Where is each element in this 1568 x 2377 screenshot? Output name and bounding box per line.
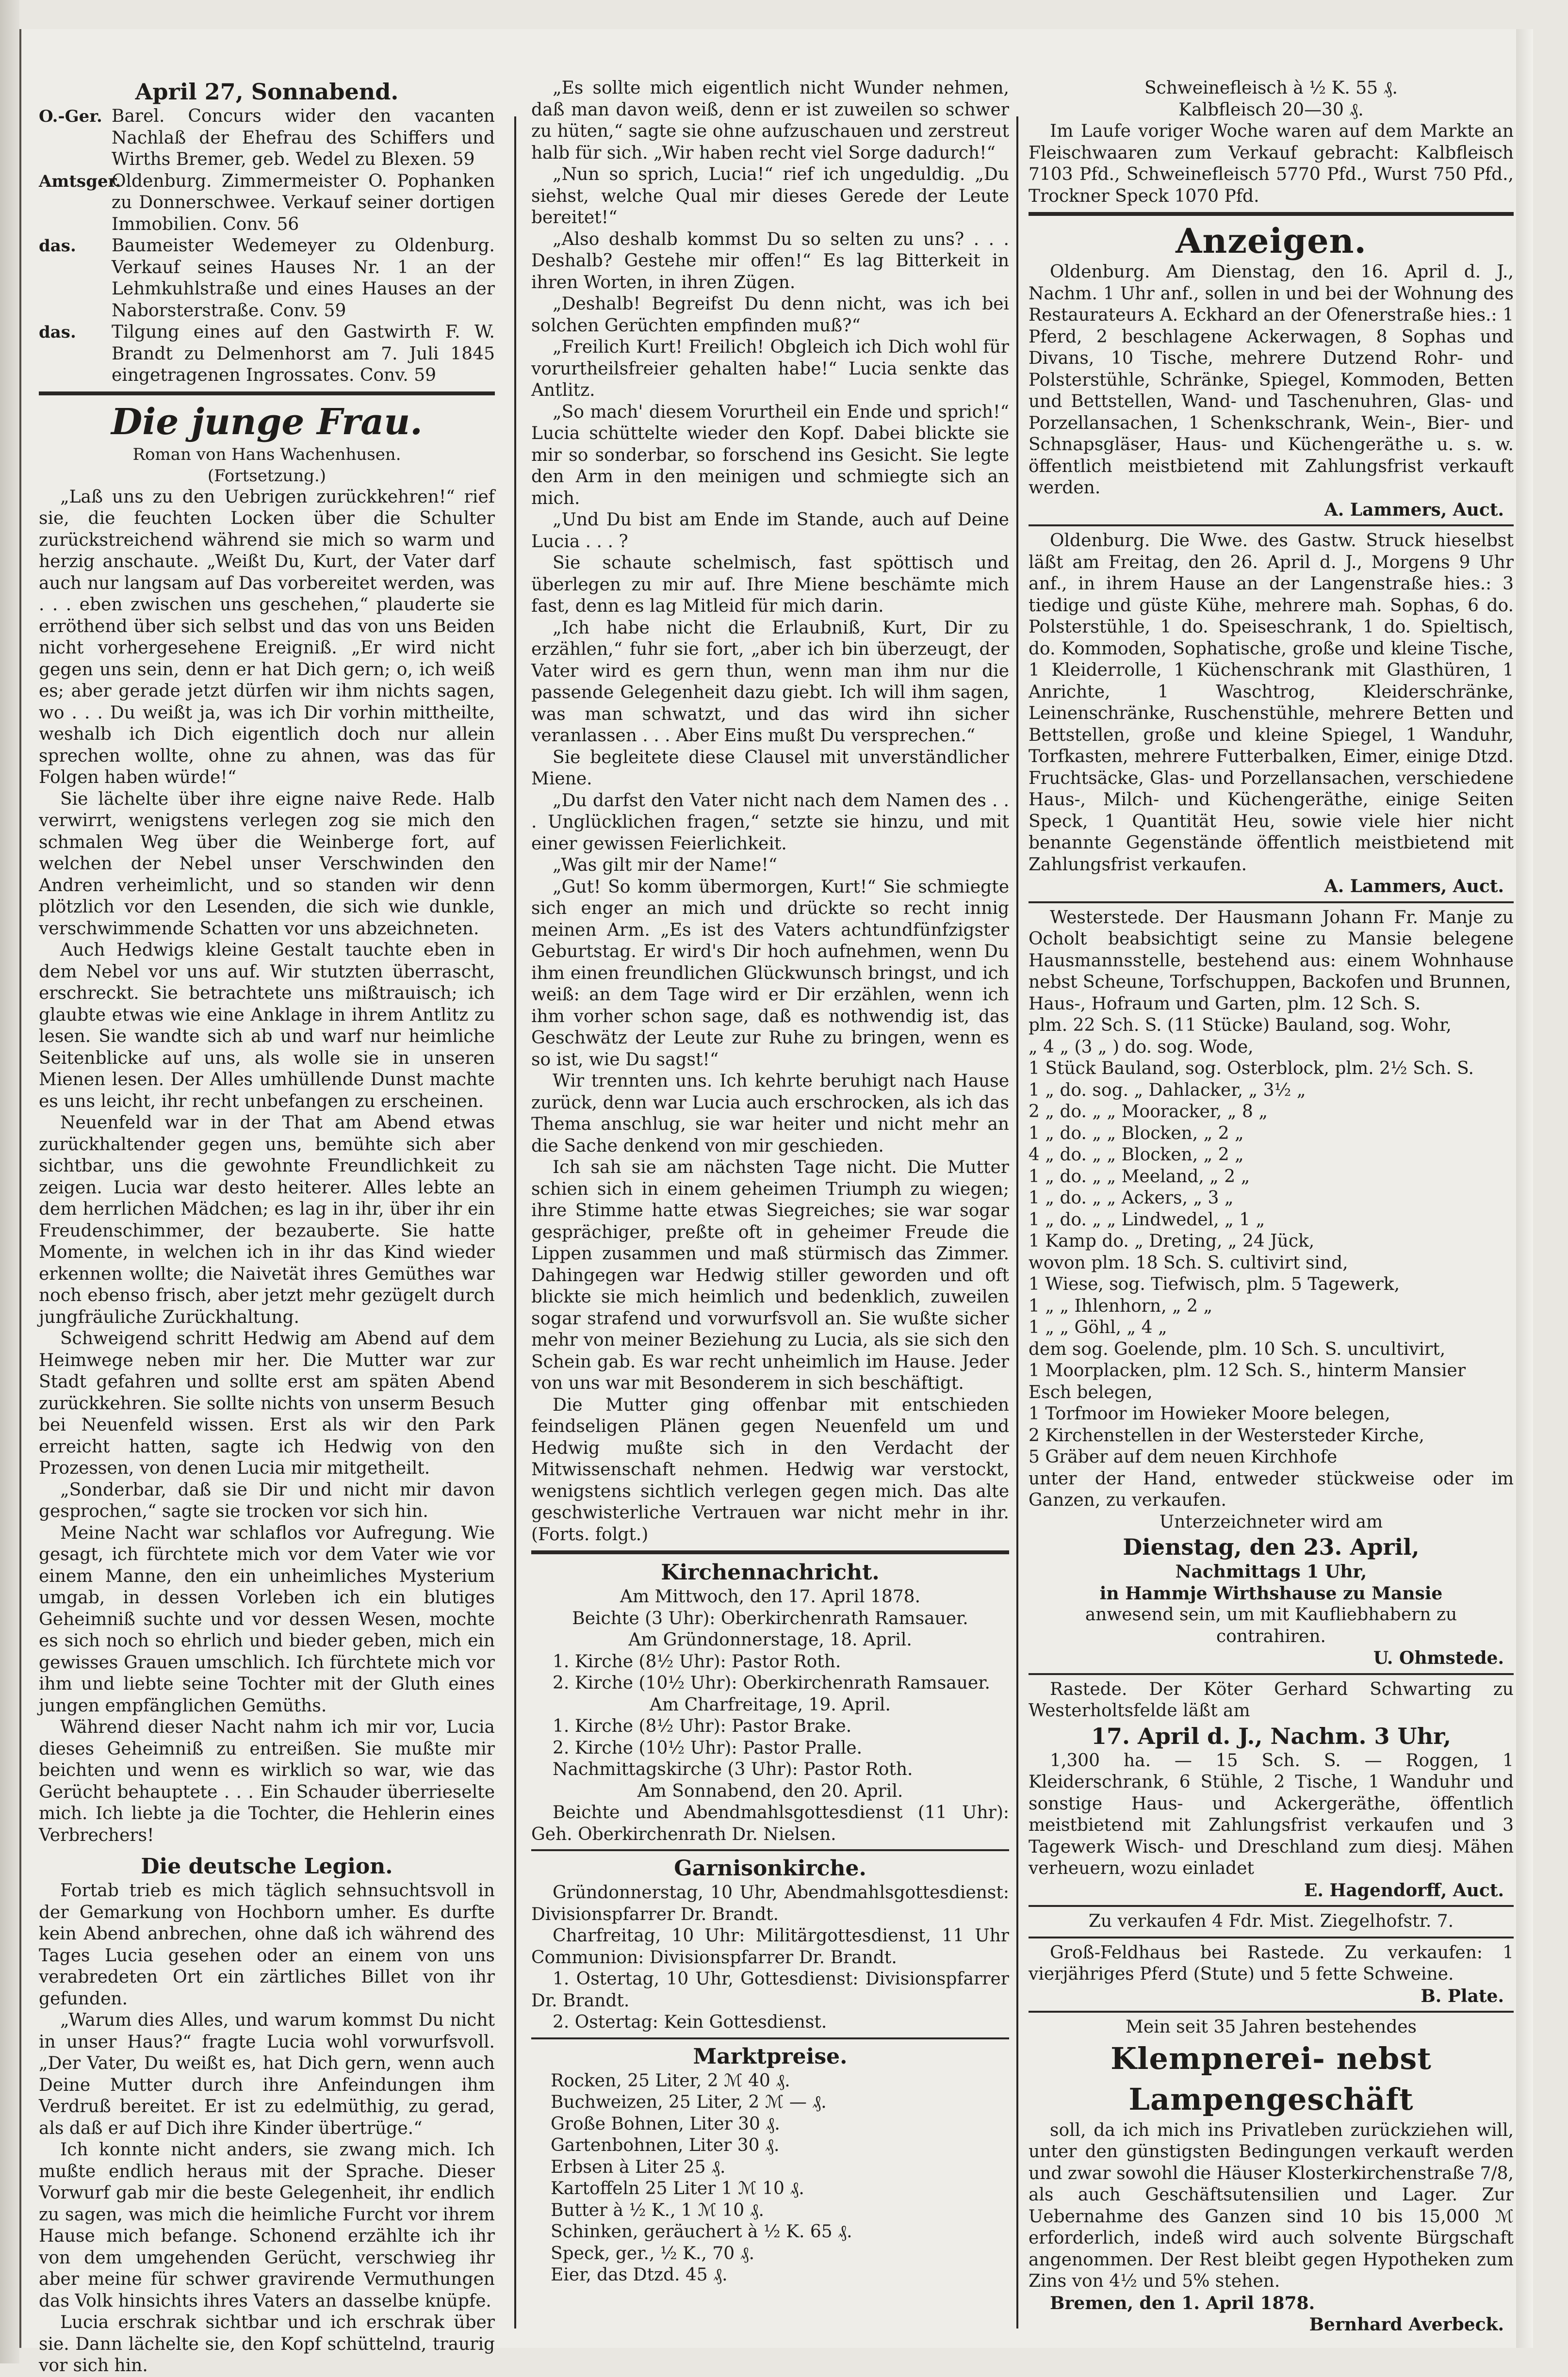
garrison-line: 1. Ostertag, 10 Uhr, Gottesdienst: Divisionspfarrer Dr. Brandt. — [531, 1969, 1009, 2011]
property-list — [1029, 993, 1514, 1468]
church-line: Am Gründonnerstage, 18. April. — [628, 1630, 912, 1650]
section-rule — [531, 2037, 1009, 2039]
novel-paragraph: Sie begleitete diese Clausel mit unverständlicher Miene. — [531, 747, 1009, 789]
court-entry-2 — [39, 171, 495, 236]
novel-paragraph: „Sonderbar, daß sie Dir und nicht mir davon gesprochen,“ sagte sie trocken vor sich hin. — [39, 1480, 495, 1521]
column-3 — [1029, 78, 1514, 2336]
novel-paragraph: „Es sollte mich eigentlich nicht Wunder nehmen, daß man davon weiß, denn er ist zuweilen so schwer zu hüten,“ sagte sie ohne aufzuschauen und zerstreut halb für sich. „Wir haben recht viel Sorge dadurch!“ — [531, 78, 1009, 163]
ads-heading: Anzeigen. — [1176, 221, 1367, 261]
garrison-line: 2. Ostertag: Kein Gottesdienst. — [553, 2012, 827, 2032]
ad-date: 17. April d. J., Nachm. 3 Uhr, — [1091, 1723, 1452, 1749]
court-label: das. — [39, 236, 76, 256]
property-item: 1 Stück Bauland, sog. Osterblock, plm. 2½ Sch. S. — [1029, 1058, 1474, 1078]
novel-paragraph: „Du darfst den Vater nicht nach dem Namen des . . . Unglücklichen fragen,“ setzte sie hinzu, und mit einer gewissen Feierlichkeit. — [531, 790, 1009, 854]
market-price: Schinken, geräuchert à ½ K. 65 ₰. — [551, 2222, 852, 2242]
ad-text: soll, da ich mich ins Privatleben zurückziehen will, unter den günstigsten Bedingungen verkauft werden und zwar sowohl die Häuser Klosterkirchenstraße 7/8, als auch Geschäftsutensilien und Lager. Zur Uebernahme des Ganzen sind 10 bis 15,000 ℳ erforderlich, indeß wird auch solvente Bürgschaft angenommen. Der Rest bleibt gegen Hypotheken zum Zins von 4½ und 5% stehen. — [1029, 2120, 1514, 2291]
church-line: Beichte und Abendmahlsgottesdienst (11 Uhr): Geh. Oberkirchenrath Dr. Nielsen. — [531, 1803, 1009, 1844]
church-line: Am Sonnabend, den 20. April. — [637, 1781, 903, 1801]
novel-paragraph: Wir trennten uns. Ich kehrte beruhigt nach Hause zurück, denn war Lucia auch erschrocken, als ich das Thema anschlug, sie war heiter und nicht mehr an die Sache denkend von mir geschieden. — [531, 1071, 1009, 1156]
ad-headline: Klempnerei- nebst Lampengeschäft — [1111, 2040, 1432, 2117]
ad-text: Groß-Feldhaus bei Rastede. Zu verkaufen: 1 vierjähriges Pferd (Stute) und 5 fette Schweine. — [1029, 1942, 1514, 1984]
novel-paragraph: „Und Du bist am Ende im Stande, auch auf Deine Lucia . . . ? — [531, 510, 1009, 552]
novel-paragraph: „Warum dies Alles, und warum kommst Du nicht in unser Haus?“ fragte Lucia wohl vorwurfsvoll. „Der Vater, Du weißt es, hat Dich gern, wenn auch Deine Mutter durch ihre Anfeindungen ihm Verdruß bereitet. Er ist zu edelmüthig, zu gerad, als daß er auf Dich ihre Kinder übertrüge.“ — [39, 2010, 495, 2138]
novel-paragraph: Auch Hedwigs kleine Gestalt tauchte eben in dem Nebel vor uns auf. Wir stutzten überrascht, erschreckt. Sie betrachtete uns mißtrauisch; ich glaubte etwas wie eine Anklage in ihrem Antlitz zu lesen. Sie wandte sich ab und warf nur heimliche Seitenblicke auf uns, als wolle sie in unseren Mienen lesen. Der Alles umhüllende Dunst machte es uns leicht, ihr recht unbefangen zu erscheinen. — [39, 940, 495, 1111]
market-price: Speck, ger., ½ K., 70 ₰. — [551, 2243, 755, 2263]
church-line: 2. Kirche (10½ Uhr): Oberkirchenrath Ramsauer. — [553, 1673, 990, 1693]
novel-paragraph: Meine Nacht war schlaflos vor Aufregung. Wie gesagt, ich fürchtete mich vor dem Vater wie vor einem Manne, den ein unheimliches Mysterium umgab, in dessen Vorleben ich ein blutiges Geheimniß suchte und vor dessen Wesen, mochte es sich noch so ehrlich und bieder geben, mich ein gewisses Grauen umschlich. Ich fürchtete mich vor ihm und liebte seine Tochter mit der Gluth eines jungen empfänglichen Gemüths. — [39, 1523, 495, 1716]
novel-paragraph: Die Mutter ging offenbar mit entschieden feindseligen Plänen gegen Neuenfeld um und Hedwig mußte sich in den Verdacht der Mitwissenschaft nehmen. Hedwig war verstockt, wenigstens sichtlich verlegen gegen mich. Das alte geschwisterliche Vertrauen war nicht mehr in ihr. (Forts. folgt.) — [531, 1395, 1009, 1545]
property-item: 1 „ do. „ „ Blocken, „ 2 „ — [1029, 1123, 1244, 1143]
property-item: wovon plm. 18 Sch. S. cultivirt sind, — [1029, 1253, 1348, 1273]
court-entry-1 — [39, 106, 495, 171]
novel-title: Die junge Frau. — [111, 401, 423, 443]
novel-paragraph: „Ich habe nicht die Erlaubniß, Kurt, Dir zu erzählen,“ fuhr sie fort, „aber ich bin überzeugt, der Vater wird es gern thun, wenn man ihm nur die passende Gelegenheit dazu giebt. Ich will ihm sagen, was man schwatzt, und das wird ihn sicher veranlassen . . . Aber Eins mußt Du versprechen.“ — [531, 618, 1009, 746]
ad-text: unter der Hand, entweder stückweise oder im Ganzen, zu verkaufen. — [1029, 1468, 1514, 1510]
ad-place-date: Bremen, den 1. April 1878. — [1050, 2293, 1315, 2313]
ad-rule — [1029, 1937, 1514, 1938]
novel-byline: Roman von Hans Wachenhusen. — [132, 444, 401, 464]
market-price: Kartoffeln 25 Liter 1 ℳ 10 ₰. — [551, 2179, 804, 2198]
property-item: 1 „ do. sog. „ Dahlacker, „ 3½ „ — [1029, 1080, 1306, 1100]
market-price: Schweinefleisch à ½ K. 55 ₰. — [1144, 78, 1398, 98]
market-price: Rocken, 25 Liter, 2 ℳ 40 ₰. — [551, 2070, 790, 2091]
market-note: Im Laufe voriger Woche waren auf dem Markte an Fleischwaaren zum Verkauf gebracht: Kalbfleisch 7103 Pfd., Schweinefleisch 5770 Pfd., Wurst 750 Pfd., Trockner Speck 1070 Pfd. — [1029, 121, 1514, 206]
column-rule-2 — [1016, 116, 1018, 2328]
church-line: Am Mittwoch, den 17. April 1878. — [620, 1587, 921, 1607]
ad-rule — [1029, 901, 1514, 903]
novel-paragraph: „Laß uns zu den Uebrigen zurückkehren!“ rief sie, die feuchten Locken über die Schulter zurückstreichend während sie mich so warm und herzig anschaute. „Weißt Du, Kurt, der Vater darf auch nur langsam auf Das vorbereitet werden, was . . . eben zwischen uns geschehen,“ plauderte sie erröthend über sich selbst und das von uns Beiden nicht vorhergesehene Ereigniß. „Er wird nicht gegen uns sein, denn er hat Dich gern; o, ich weiß es; aber gerade jetzt dürfen wir ihm nichts sagen, wo . . . Du weißt ja, was ich Dir vorhin mittheilte, weshalb ich Dich eigentlich doch nur allein sprechen wollte, ohne zu ahnen, was das für Folgen haben würde!“ — [39, 487, 495, 787]
ad-text: Westerstede. Der Hausmann Johann Fr. Manje zu Ocholt beabsichtigt seine zu Mansie belegene Hausmannsstelle, bestehend aus: einem Wohnhause nebst Scheune, Torfschuppen, Backofen und Brunnen, — [1029, 907, 1514, 992]
section-rule — [1029, 212, 1514, 216]
column-1 — [39, 78, 495, 2377]
property-item: 1 Torfmoor im Howieker Moore belegen, — [1029, 1404, 1390, 1424]
section-rule — [39, 391, 495, 395]
property-item: Haus-, Hofraum und Garten, plm. 12 Sch. S. — [1029, 993, 1421, 1014]
ad-signature: E. Hagendorff, Auct. — [1304, 1880, 1504, 1901]
market-price: Kalbfleisch 20—30 ₰. — [1178, 99, 1364, 120]
court-text: Baumeister Wedemeyer zu Oldenburg. Verkauf seines Hauses Nr. 1 an der Lehmkuhlstraße und eines Hauses an der Naborsterstraße. Conv. 59 — [112, 236, 495, 321]
property-item: 1 „ do. „ „ Ackers, „ 3 „ — [1029, 1188, 1234, 1208]
property-item: 4 „ do. „ „ Blocken, „ 2 „ — [1029, 1145, 1244, 1165]
market-price: Butter à ½ K., 1 ℳ 10 ₰. — [551, 2200, 764, 2220]
legion-heading: Die deutsche Legion. — [141, 1854, 393, 1879]
ad-text: Unterzeichneter wird am — [1159, 1512, 1383, 1532]
ad-signature: B. Plate. — [1421, 1986, 1504, 2006]
property-item: 1 „ do. „ „ Meeland, „ 2 „ — [1029, 1166, 1250, 1187]
right-page-edge — [1516, 29, 1533, 2348]
ad-text: Oldenburg. Am Dienstag, den 16. April d. J., Nachm. 1 Uhr anf., sollen in und bei der Wohnung des Restaurateurs A. Eckhard an der Ofenerstraße hies.: 1 Pferd, 2 beschlagene Ackerwagen, 8 Sophas und Divans, 10 Tische, mehrere Dutzend Rohr- und Polsterstühle, Schränke, Spiegel, Kommoden, Betten und Bettstellen, Wand- und Taschenuhren, Glas- und Porzellansachen, 1 Schenkschrank, Wein-, Bier- und Schnapsgläser, Haus- und Küchengeräthe u. s. w. öffentlich meistbietend mit Zahlungsfrist verkauft werden. — [1029, 262, 1514, 498]
ad-text: Rastede. Der Köter Gerhard Schwarting zu Westerholtsfelde läßt am — [1029, 1679, 1514, 1721]
ad-text: anwesend sein, um mit Kaufliebhabern zu contrahiren. — [1085, 1605, 1457, 1646]
novel-paragraph: Ich konnte nicht anders, sie zwang mich. Ich mußte endlich heraus mit der Sprache. Dieser Vorwurf gab mir die beste Gelegenheit, ihr endlich zu sagen, was mich die heimliche Furcht vor ihrem Hause mich befange. Schonend erzählte ich ihr von dem umgehenden Gerücht, verschwieg ihr aber meine für schwer gravirende Vermuthungen das Volk hinsichts ihres Vaters an dasselbe knüpfe. — [39, 2140, 495, 2311]
ad-rule — [1029, 2011, 1514, 2013]
property-item: 1 Wiese, sog. Tiefwisch, plm. 5 Tagewerk, — [1029, 1274, 1400, 1294]
property-item: 2 „ do. „ „ Mooracker, „ 8 „ — [1029, 1102, 1268, 1122]
novel-paragraph: „Deshalb! Begreifst Du denn nicht, was ich bei solchen Gerüchten empfinden muß?“ — [531, 294, 1009, 336]
column-rule-1 — [514, 116, 516, 2328]
ad-rule — [1029, 524, 1514, 526]
court-text: Oldenburg. Zimmermeister O. Pophanken zu Donnerschwee. Verkauf seiner dortigen Immobilien. Conv. 56 — [112, 171, 495, 234]
ad-signature: A. Lammers, Auct. — [1324, 499, 1504, 520]
court-entry-3 — [39, 235, 495, 322]
property-item: 1 Kamp do. „ Dreting, „ 24 Jück, — [1029, 1231, 1315, 1251]
section-rule — [531, 1550, 1009, 1554]
novel-paragraph: Neuenfeld war in der That am Abend etwas zurückhaltender gegen uns, bemühte sich aber sichtbar, uns die gewohnte Freundlichkeit zu zeigen. Lucia war desto heiterer. Alles lebte an dem herrlichen Mädchen; es lag in ihr, über ihr ein Freudenschimmer, der bezauberte. Sie hatte Momente, in welchen ich in ihr das Kind wieder erkennen wollte; die Naivetät ihres Gemüthes war noch ebenso frisch, aber jetzt mehr gezügelt durch jungfräuliche Zurückhaltung. — [39, 1113, 495, 1327]
property-item: 1 Moorplacken, plm. 12 Sch. S., hinterm Mansier Esch belegen, — [1029, 1361, 1466, 1402]
novel-continuation: (Fortsetzung.) — [207, 466, 327, 486]
market-price: Große Bohnen, Liter 30 ₰. — [551, 2114, 780, 2134]
ad-rule — [1029, 1905, 1514, 1907]
novel-paragraph: „So mach' diesem Vorurtheil ein Ende und sprich!“ Lucia schüttelte wieder den Kopf. Dabei blickte sie mir so sonderbar, so forschend ins Gesicht. Sie legte den Arm in den meinigen und schmiegte sich an mich. — [531, 402, 1009, 508]
court-entry-4 — [39, 322, 495, 387]
property-item: 5 Gräber auf dem neuen Kirchhofe — [1029, 1447, 1338, 1467]
page-gutter — [0, 0, 19, 2363]
ad-signature: U. Ohmstede. — [1373, 1648, 1504, 1668]
novel-paragraph: Während dieser Nacht nahm ich mir vor, Lucia dieses Geheimniß zu entreißen. Sie mußte mir beichten und wenn es wirklich so war, wie das Gerücht behauptete . . . Ein Schauder überrieselte mich. Ich liebte ja die Tochter, die Hehlerin eines Verbrechers! — [39, 1717, 495, 1845]
newspaper-page — [19, 29, 1533, 2376]
court-label: das. — [39, 323, 76, 342]
novel-paragraph: Schweigend schritt Hedwig am Abend auf dem Heimwege neben mir her. Die Mutter war zur Stadt gefahren und sollte erst am späten Abend zurückkehren. Sie sollte nichts von unserm Besuch bei Neuenfeld wissen. Erst als wir den Park erreicht hatten, sagte ich Hedwig von den Prozessen, von denen Lucia mir mitgetheilt. — [39, 1329, 495, 1478]
church-line: Am Charfreitage, 19. April. — [650, 1694, 891, 1715]
ad-signature: A. Lammers, Auct. — [1324, 876, 1504, 896]
novel-paragraph: „Gut! So komm übermorgen, Kurt!“ Sie schmiegte sich enger an mich und drückte so recht innig meinen Arm. „Es ist des Vaters achtundfünfzigster Geburtstag. Er wird's Dir hoch aufnehmen, wenn Du ihm einen freundlichen Glückwunsch bringst, und ich weiß: an dem Tage wird er Dir erzählen, wenn ich ihm vorher schon sage, daß es nothwendig ist, das Geschwätz der Leute zur Ruhe zu bringen, wenn es so ist, wie Du sagst!“ — [531, 877, 1009, 1070]
ad-place: in Hammje Wirthshause zu Mansie — [1099, 1583, 1443, 1604]
market-price-list — [531, 2070, 1009, 2286]
market-price: Gartenbohnen, Liter 30 ₰. — [551, 2135, 780, 2155]
ad-date: Dienstag, den 23. April, — [1123, 1534, 1420, 1560]
ad-time: Nachmittags 1 Uhr, — [1175, 1562, 1367, 1582]
novel-paragraph: „Also deshalb kommst Du so selten zu uns? . . . Deshalb? Gestehe mir offen!“ Es lag Bitterkeit in ihren Worten, in ihren Zügen. — [531, 229, 1009, 293]
ad-text: Oldenburg. Die Wwe. des Gastw. Struck hieselbst läßt am Freitag, den 26. April d. J., Morgens 9 Uhr anf., in ihrem Hause an der Langenstraße hies.: 3 tiedige und güste Kühe, mehrere mah. Sophas, 6 do. Polsterstühle, 1 do. Speiseschrank, 1 do. Spieltisch, do. Kommoden, Sophatische, große und kleine Tische, 1 Kleiderrolle, 1 Küchenschrank mit Glasthüren, 1 Anrichte, 1 Waschtrog, Kleiderschränke, Leinenschränke, Ruschenstühle, mehrere Betten und Bettstellen, große und kleine Spiegel, 1 Wanduhr, Torfkasten, mehrere Futterbalken, Eimer, einige Dtzd. Fruchtsäcke, Glas- und Porzellansachen, verschiedene Haus-, Milch- und Küchengeräthe, einige Seiten Speck, 1 Quantität Heu, sowie viele hier nicht benannte Gegenstände öffentlich meistbietend mit Zahlungsfrist verkaufen. — [1029, 531, 1514, 875]
market-price: Erbsen à Liter 25 ₰. — [551, 2157, 726, 2177]
novel-paragraph: Sie schaute schelmisch, fast spöttisch und überlegen zu mir auf. Ihre Miene beschämte mich fast, denn es lag Mitleid für mich darin. — [531, 553, 1009, 616]
court-label: Amtsger. — [39, 171, 121, 191]
property-item: „ 4 „ (3 „ ) do. sog. Wode, — [1029, 1037, 1254, 1057]
church-line: Beichte (3 Uhr): Oberkirchenrath Ramsauer. — [572, 1608, 968, 1628]
court-label: O.-Ger. — [39, 107, 102, 126]
church-notice-title: Kirchennachricht. — [661, 1560, 880, 1585]
novel-paragraph: Ich sah sie am nächsten Tage nicht. Die Mutter schien sich in einem geheimen Triumph zu wiegen; ihre Stimme hatte etwas Siegreiches; sie war sogar gesprächiger, preßte oft in geheimer Freude die Lippen zusammen und maß stürmisch das Zimmer. Dahingegen war Hedwig stiller geworden und oft blickte sie mich heimlich und bedenklich, zuweilen sogar strafend und vorwurfsvoll an. Sie wußte sicher mehr von meiner Beziehung zu Lucia, als sie sich den Schein gab. Es war recht unheimlich im Hause. Jeder von uns war mit Besonderem in sich beschäftigt. — [531, 1157, 1009, 1393]
property-item: 1 „ do. „ „ Lindwedel, „ 1 „ — [1029, 1209, 1265, 1230]
ad-text: Zu verkaufen 4 Fdr. Mist. Ziegelhofstr. 7. — [1088, 1911, 1454, 1931]
church-line: 2. Kirche (10½ Uhr): Pastor Pralle. — [553, 1738, 863, 1758]
ad-text: Mein seit 35 Jahren bestehendes — [1125, 2017, 1417, 2037]
court-text: Barel. Concurs wider den vacanten Nachlaß der Ehefrau des Schiffers und Wirths Bremer, geb. Wedel zu Blexen. 59 — [112, 106, 495, 169]
property-item: plm. 22 Sch. S. (11 Stücke) Bauland, sog. Wohr, — [1029, 1015, 1452, 1035]
property-item: 2 Kirchenstellen in der Westersteder Kirche, — [1029, 1425, 1424, 1446]
novel-paragraph: Lucia erschrak sichtbar und ich erschrak über sie. Dann lächelte sie, den Kopf schüttelnd, traurig vor sich hin. — [39, 2312, 495, 2376]
church-line: 1. Kirche (8½ Uhr): Pastor Brake. — [553, 1716, 852, 1736]
property-item: 1 „ „ Ihlenhorn, „ 2 „ — [1029, 1296, 1213, 1316]
court-text: Tilgung eines auf den Gastwirth F. W. Brandt zu Delmenhorst am 7. Juli 1845 eingetragenen Ingrossates. Conv. 59 — [112, 322, 495, 385]
garrison-line: Charfreitag, 10 Uhr: Militärgottesdienst, 11 Uhr Communion: Divisionspfarrer Dr. Brandt. — [531, 1926, 1009, 1968]
church-line: 1. Kirche (8½ Uhr): Pastor Roth. — [553, 1651, 841, 1672]
market-price: Buchweizen, 25 Liter, 2 ℳ — ₰. — [551, 2092, 827, 2112]
left-edge-rule — [19, 29, 21, 2348]
ad-rule — [1029, 1673, 1514, 1675]
novel-paragraph: „Was gilt mir der Name!“ — [553, 855, 778, 875]
column-2 — [531, 78, 1009, 2286]
novel-paragraph: Fortab trieb es mich täglich sehnsuchtsvoll in der Gemarkung von Hochborn umher. Es durfte kein Abend anbrechen, ohne daß ich während des Tages Lucia gesehen oder an einem von uns verabredeten Ort ein zärtliches Billet von ihr gefunden. — [39, 1881, 495, 2009]
garrison-church-title: Garnisonkirche. — [674, 1856, 866, 1881]
property-item: dem sog. Goelende, plm. 10 Sch. S. uncultivirt, — [1029, 1339, 1446, 1359]
church-line: Nachmittagskirche (3 Uhr): Pastor Roth. — [553, 1759, 913, 1779]
property-item: 1 „ „ Göhl, „ 4 „ — [1029, 1318, 1167, 1337]
novel-paragraph: „Nun so sprich, Lucia!“ rief ich ungeduldig. „Du siehst, welche Qual mir dieses Gerede der Leute bereitet!“ — [531, 164, 1009, 228]
date-header: April 27, Sonnabend. — [135, 79, 399, 105]
novel-paragraph: „Freilich Kurt! Freilich! Obgleich ich Dich wohl für vorurtheilsfreier gehalten habe!“ Lucia senkte das Antlitz. — [531, 337, 1009, 400]
section-rule — [531, 1849, 1009, 1851]
ad-text: 1,300 ha. — 15 Sch. S. — Roggen, 1 Kleiderschrank, 6 Stühle, 2 Tische, 1 Wanduhr und sonstige Haus- und Ackergeräthe, öffentlich meistbietend mit Zahlungsfrist verkaufen und 3 Tagewerk Wisch- und Dreschland zum diesj. Mähen verheuern, wozu einladet — [1029, 1750, 1514, 1878]
garrison-line: Gründonnerstag, 10 Uhr, Abendmahlsgottesdienst: Divisionspfarrer Dr. Brandt. — [531, 1883, 1009, 1924]
market-prices-title: Marktpreise. — [693, 2044, 848, 2069]
market-price: Eier, das Dtzd. 45 ₰. — [551, 2265, 728, 2285]
ad-signature: Bernhard Averbeck. — [1309, 2314, 1504, 2335]
novel-paragraph: Sie lächelte über ihre eigne naive Rede. Halb verwirrt, wenigstens verlegen zog sie mich den schmalen Weg über die Weinberge fort, auf welchen der Nebel unser Verschwinden den Andren verheimlicht, und so standen wir denn plötzlich vor den Lesenden, die sich wie dunkle, verschwimmende Schatten vor uns abzeichneten. — [39, 789, 495, 939]
